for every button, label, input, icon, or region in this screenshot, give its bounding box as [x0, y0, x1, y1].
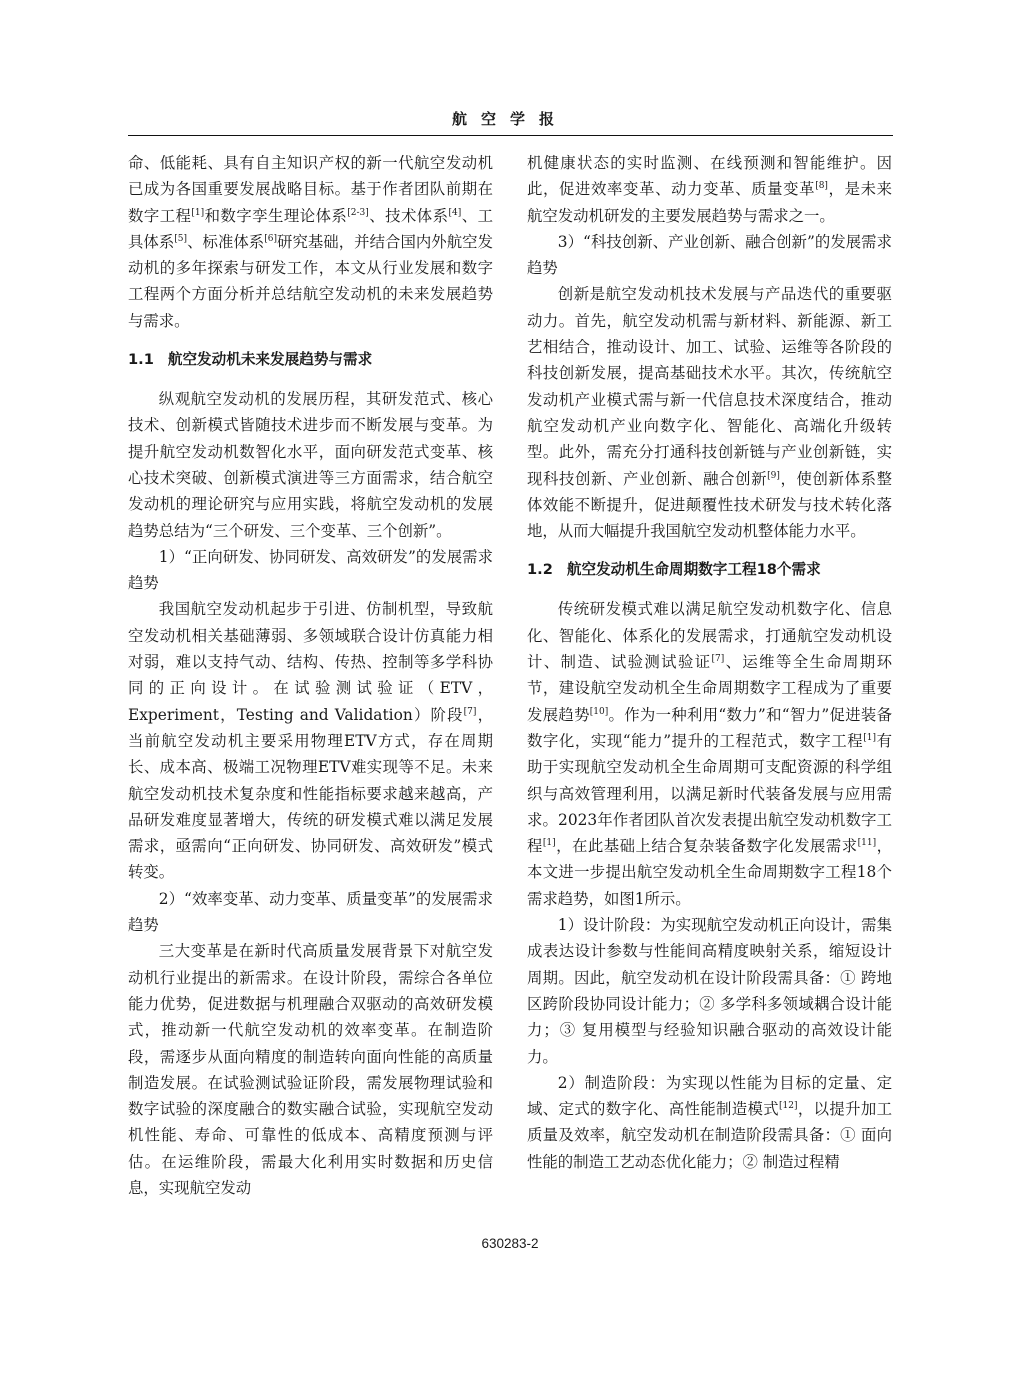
- citation: [8]: [815, 181, 828, 192]
- continued-paragraph: 机健康状态的实时监测、在线预测和智能维护。因此，促进效率变革、动力变革、质量变革[8]，是未来航空发动机研发的主要发展趋势与需求之一。: [527, 154, 892, 225]
- citation: [5]: [174, 233, 188, 244]
- section-heading-1-1: 1.1 航空发动机未来发展趋势与需求: [128, 351, 373, 369]
- trend-item-3-title: 3）“科技创新、产业创新、融合创新”的发展需求趋势: [527, 232, 892, 278]
- trend-item-1-paragraph: 我国航空发动机起步于引进、仿制机型，导致航空发动机相关基础薄弱、多领域联合设计仿真能力相对弱，难以支持气动、结构、传热、控制等多学科协同的正向设计。在试验测试验证（ETV，Experiment，Testing and Validation）阶段[7]，当前航空发动机主要采用物理ETV方式，存在周期长、成本高、极端工况物理ETV难实现等不足。未来航空发动机技术复杂度和性能指标要求越来越高，产品研发难度显著增大，传统的研发模式难以满足发展需求，亟需向“正向研发、协同研发、高效研发”模式转变。: [128, 600, 493, 882]
- citation: [12]: [779, 1100, 798, 1111]
- trend-item-1-title: 1）“正向研发、协同研发、高效研发”的发展需求趋势: [128, 547, 493, 593]
- trend-item-2-paragraph: 三大变革是在新时代高质量发展背景下对航空发动机行业提出的新需求。在设计阶段，需综合各单位能力优势，促进数据与机理融合双驱动的高效研发模式，推动新一代航空发动机的效率变革。在制造阶段，需逐步从面向精度的制造转向面向性能的高质量制造发展。在试验测试验证阶段，需发展物理试验和数字试验的深度融合的数实融合试验，实现航空发动机性能、寿命、可靠性的低成本、高精度预测与评估。在运维阶段，需最大化利用实时数据和历史信息，实现航空发动: [128, 942, 493, 1197]
- citation: [11]: [857, 838, 877, 848]
- citation: [10]: [589, 706, 609, 717]
- trend-item-2-title: 2）“效率变革、动力变革、质量变革”的发展需求趋势: [128, 889, 493, 935]
- citation: [4]: [448, 207, 462, 218]
- intro-paragraph: 命、低能耗、具有自主知识产权的新一代航空发动机已成为各国重要发展战略目标。基于作者团队前期在数字工程[1]和数字孪生理论体系[2-3]、技术体系[4]、工具体系[5]、标准体系[6]研究基础，并结合国内外航空发动机的多年探索与研发工作，本文从行业发展和数字工程两个方面分析并总结航空发动机的未来发展趋势与需求。: [128, 154, 493, 330]
- design-stage-paragraph: 1）设计阶段：为实现航空发动机正向设计，需集成表达设计参数与性能间高精度映射关系，缩短设计周期。因此，航空发动机在设计阶段需具备：① 跨地区跨阶段协同设计能力；② 多学科多领域耦合设计能力；③ 复用模型与经验知识融合驱动的高效设计能力。: [527, 916, 892, 1066]
- section-1-2-paragraph: 传统研发模式难以满足航空发动机数字化、信息化、智能化、体系化的发展需求，打通航空发动机设计、制造、试验测试验证[7]、运维等全生命周期环节，建设航空发动机全生命周期数字工程成为了重要发展趋势[10]。作为一种利用“数力”和“智力”促进装备数字化，实现“能力”提升的工程范式，数字工程[1]有助于实现航空发动机全生命周期可支配资源的科学组织与高效管理利用，以满足新时代装备发展与应用需求。2023年作者团队首次发表提出航空发动机数字工程[1]，在此基础上结合复杂装备数字化发展需求[11]，本文进一步提出航空发动机全生命周期数字工程18个需求趋势，如图1所示。: [527, 600, 892, 908]
- section-heading-1-2: 1.2 航空发动机生命周期数字工程18个需求: [527, 561, 821, 579]
- citation: [6]: [264, 233, 277, 244]
- left-column: [128, 150, 493, 1201]
- right-column: [527, 150, 892, 1175]
- citation: [2-3]: [347, 207, 369, 218]
- citation: [1]: [191, 207, 205, 218]
- running-head-journal-title: 航空学报: [451, 110, 568, 128]
- citation: [1]: [863, 732, 877, 743]
- citation: [7]: [711, 653, 725, 664]
- citation: [9]: [767, 470, 780, 481]
- citation: [1]: [542, 838, 556, 848]
- trend-item-3-paragraph: 创新是航空发动机技术发展与产品迭代的重要驱动力。首先，航空发动机需与新材料、新能源、新工艺相结合，推动设计、加工、试验、运维等各阶段的科技创新发展，提高基础技术水平。其次，传统航空发动机产业模式需与新一代信息技术深度结合，推动航空发动机产业向数字化、智能化、高端化升级转型。此外，需充分打通科技创新链与产业创新链，实现科技创新、产业创新、融合创新[9]，使创新体系整体效能不断提升，促进颠覆性技术研发与技术转化落地，从而大幅提升我国航空发动机整体能力水平。: [527, 285, 892, 541]
- manufacturing-stage-paragraph: 2）制造阶段：为实现以性能为目标的定量、定域、定式的数字化、高性能制造模式[12]，以提升加工质量及效率，航空发动机在制造阶段需具备：① 面向性能的制造工艺动态优化能力；② 制造过程精: [527, 1073, 892, 1171]
- citation: [7]: [463, 706, 477, 717]
- page-number: 630283-2: [481, 1236, 539, 1251]
- overview-paragraph: 纵观航空发动机的发展历程，其研发范式、核心技术、创新模式皆随技术进步而不断发展与变革。为提升航空发动机数智化水平，面向研发范式变革、核心技术突破、创新模式演进等三方面需求，结合航空发动机的理论研究与应用实践，将航空发动机的发展趋势总结为“三个研发、三个变革、三个创新”。: [128, 390, 493, 540]
- header-rule: [128, 135, 893, 136]
